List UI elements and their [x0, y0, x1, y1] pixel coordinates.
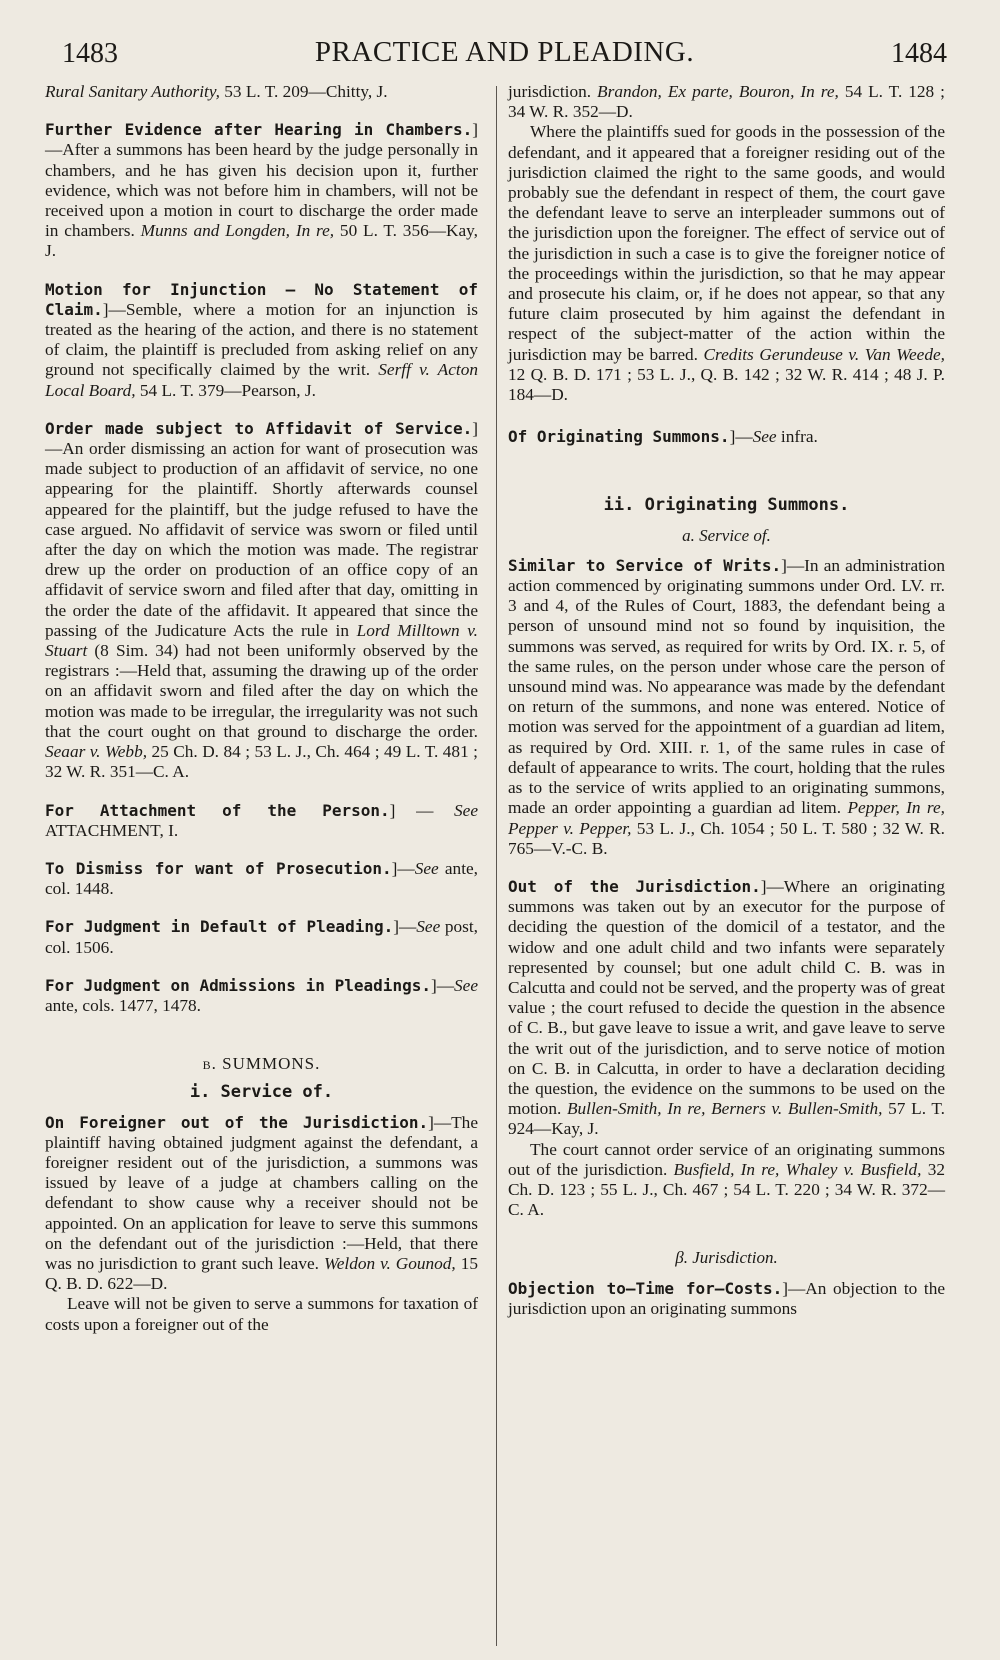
- entry-text: ]—In an administration action commenced by originating summons under Ord. LV. rr. 3 and 4, of the Rules of Court, 1883, the defendant being a person of unsound mind not so found by inquisition, the summons was served, as required for writs by Ord. IX. r. 5, of the same rules, on the person under whose care the person of unsound mind was. No appearance was made by the defendant on return of the summons, and none was entered. Notice of motion was served for the appointment of a guardian ad litem, as required by Ord. XIII. r. 1, of the same rules in case of default of appearance to writs. The court, holding that the rules as to the service of writs applied to an originating summons, made an order appointing a guardian ad litem.: [508, 555, 945, 818]
- right-column: [508, 82, 945, 1319]
- entry-text: ]—Where an originating summons was taken out by an executor for the purpose of deciding the question of the domicil of a testator, and the widow and one adult child and two infants were separately represented by counsel; but one adult child C. B. was in Calcutta and could not be served, and the property was of great value ; the court refused to decide the question in the absence of C. B., but gave leave to issue a writ, and gave leave to serve the writ out of the jurisdiction, and to serve notice of motion on C. B. in Calcutta, in order to have a declaration deciding the question, the evidence on the summons to be used on the motion.: [508, 876, 945, 1119]
- case-citation: Busfield, In re, Whaley v. Busfield,: [673, 1159, 922, 1179]
- entry-text: ]—Semble, where a motion for an injunction is treated as the hearing of the action, and there is no statement of claim, the plaintiff is precluded from asking relief on any ground not specifically claimed by the writ.: [45, 299, 478, 380]
- entry-similar-writs: [508, 556, 945, 859]
- left-column: [45, 82, 478, 1335]
- entry-text: (8 Sim. 34) had not been uniformly observed by the registrars :—Held that, assuming the drawing up of the order on an affidavit sworn and filed after the day on which the motion was made to be irregular, the irregularity was not such that the court ought on that ground to discharge the order.: [45, 641, 478, 741]
- column-number-right: 1484: [891, 38, 947, 69]
- subsection-title-service: i. Service of.: [189, 1082, 334, 1103]
- entry-further-evidence: [45, 120, 478, 261]
- entry-text: ]—: [391, 858, 415, 878]
- entry-text: 50 L. T. 356—Kay, J.: [45, 221, 478, 261]
- entry-text: ]—: [430, 975, 455, 995]
- case-citation: Lord Milltown v. Stuart: [45, 620, 478, 661]
- entry-text: ]—After a summons has been heard by the judge personally in chambers, and he has given his decision upon it, further evidence, which was not before him in chambers, will not be received upon a motion in court to discharge the order made in chambers.: [45, 120, 478, 241]
- entry-heading: Similar to Service of Writs.: [508, 555, 782, 575]
- case-citation: Serff v. Acton Local Board,: [45, 360, 478, 400]
- entry-text: 54 L. T. 379—Pearson, J.: [135, 380, 316, 400]
- column-divider: [496, 86, 497, 1646]
- entry-heading: For Attachment of the Person.: [45, 800, 390, 820]
- entry-foreigner: [45, 1113, 478, 1295]
- entry-attachment: [45, 801, 478, 841]
- cross-reference: post, col. 1506.: [45, 917, 479, 957]
- cross-reference: ante, cols. 1477, 1478.: [45, 995, 201, 1015]
- entry-dismiss: [45, 859, 478, 899]
- entry-text: The court cannot order service of an originating summons out of the jurisdiction.: [508, 1139, 945, 1179]
- entry-interpleader: [508, 122, 945, 405]
- entry-text: 12 Q. B. D. 171 ; 53 L. J., Q. B. 142 ; 32 W. R. 414 ; 48 J. P. 184—D.: [508, 364, 945, 405]
- entry-text: 15 Q. B. D. 622—D.: [45, 1253, 478, 1294]
- entry-heading: To Dismiss for want of Prosecution.: [45, 858, 392, 878]
- case-citation: Brandon, Ex parte, Bouron, In re,: [597, 82, 839, 101]
- entry-judgment-admissions: [45, 976, 478, 1016]
- entry-text: Where the plaintiffs sued for goods in the possession of the defendant, and it appeared that a foreigner residing out of the jurisdiction claimed the right to the same goods, and would probably sue the defendant in respect of them, the court gave the defendant leave to serve an interpleader summons out of the jurisdiction upon the foreigner. The effect of service out of the jurisdiction in such a case is to give the foreigner notice of the proceedings within the jurisdiction, so that he may appear and prosecute his claim, or, if he does not appear, so that any future claim prosecuted by him against the defendant in respect of the subject-matter of the action within the jurisdiction may be barred.: [508, 122, 945, 364]
- entry-heading: Objection to—Time for—Costs.: [508, 1278, 783, 1298]
- entry-originating-ref: [508, 427, 945, 447]
- case-citation: Weldon v. Gounod,: [323, 1253, 456, 1273]
- case-citation: Credits Gerundeuse v. Van Weede,: [703, 344, 945, 364]
- running-title: PRACTICE AND PLEADING.: [314, 36, 695, 68]
- entry-heading: Order made subject to Affidavit of Service.: [45, 418, 473, 438]
- subsubsection-title-service: a. Service of.: [682, 525, 771, 545]
- entry-text: ]—The plaintiff having obtained judgment against the defendant, a foreigner resident out of the jurisdiction, a summons was issued by leave of a judge at chambers calling on the defendant to show cause why a receiver should not be appointed. On an application for leave to serve this summons on the defendant out of the jurisdiction :—Held, that there was no jurisdiction to grant such leave.: [45, 1112, 478, 1273]
- entry-text: ]—: [393, 917, 417, 937]
- entry-heading: Motion for Injunction — No Statement of Claim.: [45, 279, 478, 319]
- entry-text: ]—An objection to the jurisdiction upon an originating summons: [508, 1278, 946, 1318]
- entry-heading: Out of the Jurisdiction.: [508, 876, 761, 896]
- see-reference: See: [752, 427, 777, 447]
- case-citation: Pepper, In re, Pepper v. Pepper,: [508, 798, 945, 838]
- cross-reference: ante, col. 1448.: [45, 858, 478, 899]
- entry-out-of-jurisdiction: [508, 877, 945, 1140]
- case-citation: Rural Sanitary Authority,: [45, 82, 220, 101]
- entry-continued: [45, 82, 478, 102]
- entry-text: ] —: [389, 800, 455, 820]
- see-reference: See: [454, 975, 478, 995]
- entry-cannot-order: [508, 1140, 945, 1221]
- subsubsection-title-jurisdiction: β. Jurisdiction.: [675, 1248, 778, 1268]
- page-header: [62, 36, 947, 76]
- entry-heading: For Judgment on Admissions in Pleadings.: [45, 975, 431, 995]
- case-citation: Munns and Longden, In re,: [140, 221, 335, 241]
- entry-text: 25 Ch. D. 84 ; 53 L. J., Ch. 464 ; 49 L. T. 481 ; 32 W. R. 351—C. A.: [45, 742, 478, 782]
- entry-judgment-default: [45, 917, 478, 957]
- entry-text: 53 L. J., Ch. 1054 ; 50 L. T. 580 ; 32 W. R. 765—V.-C. B.: [508, 818, 945, 858]
- entry-text: ]—An order dismissing an action for want of prosecution was made subject to production of an affidavit of service, no one appearing for the plaintiff. Shortly afterwards counsel appeared for the plaintiff, but the judge refused to have the case argued. No affidavit of service was sworn or filed until after the day on which the motion was made. The registrar drew up the order on production of an office copy of an affidavit of service sworn and filed after that day, omitting in the order the date of the affidavit. It appeared that since the passing of the Judicature Acts the rule in: [45, 418, 478, 640]
- entry-heading: For Judgment in Default of Pleading.: [45, 917, 394, 937]
- cross-reference: infra.: [776, 427, 818, 447]
- entry-objection: [508, 1279, 945, 1319]
- case-citation: Seaar v. Webb,: [45, 742, 148, 762]
- entry-motion-injunction: [45, 280, 478, 401]
- subsection-title-originating: ii. Originating Summons.: [603, 495, 850, 516]
- cross-reference: ATTACHMENT, I.: [45, 820, 179, 840]
- entry-taxation: Leave will not be given to serve a summons for taxation of costs upon a foreigner out of the: [45, 1294, 478, 1334]
- entry-heading: On Foreigner out of the Jurisdiction.: [45, 1112, 429, 1132]
- entry-text: 57 L. T. 924—Kay, J.: [508, 1099, 945, 1139]
- column-number-left: 1483: [62, 38, 118, 69]
- entry-text: 53 L. T. 209—Chitty, J.: [219, 82, 388, 101]
- case-citation: Bullen-Smith, In re, Berners v. Bullen-Smith,: [566, 1099, 883, 1119]
- entry-heading: Further Evidence after Hearing in Chambers.: [45, 120, 473, 140]
- section-title-summons: b. SUMMONS.: [202, 1054, 321, 1074]
- entry-order-affidavit: [45, 419, 478, 783]
- entry-text: ]—: [729, 427, 753, 447]
- entry-text: 54 L. T. 128 ; 34 W. R. 352—D.: [508, 82, 945, 122]
- entry-text: 32 Ch. D. 123 ; 55 L. J., Ch. 467 ; 54 L. T. 220 ; 34 W. R. 372—C. A.: [508, 1159, 945, 1220]
- see-reference: See: [454, 800, 478, 820]
- entry-heading: Of Originating Summons.: [508, 427, 730, 447]
- entry-text: jurisdiction.: [508, 82, 598, 101]
- entry-continued-right: [508, 82, 945, 122]
- see-reference: See: [414, 858, 439, 878]
- see-reference: See: [416, 917, 441, 937]
